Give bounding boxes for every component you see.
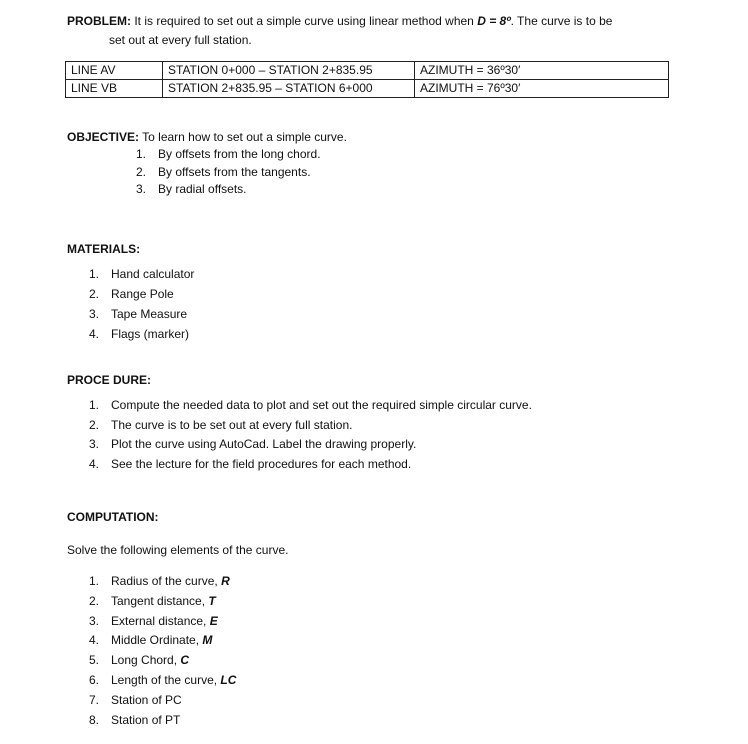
item-number: 3. — [136, 182, 147, 196]
list-item — [89, 398, 532, 418]
item-text: The curve is to be set out at every full station. — [111, 417, 353, 432]
item-number: 2. — [89, 417, 100, 432]
item-text: Plot the curve using AutoCad. Label the drawing properly. — [111, 437, 417, 451]
item-number: 3. — [89, 307, 100, 321]
item-number: 4. — [89, 327, 100, 341]
line-name: LINE AV — [66, 62, 163, 80]
item-number: 2. — [136, 164, 147, 179]
item-number: 1. — [89, 574, 100, 588]
list-item — [136, 147, 321, 165]
item-text: By offsets from the tangents. — [158, 164, 311, 179]
objective-label: OBJECTIVE: — [67, 130, 140, 144]
list-item — [89, 673, 236, 693]
item-text: Compute the needed data to plot and set out the required simple circular curve. — [111, 398, 532, 412]
list-item — [89, 653, 236, 673]
list-item — [89, 574, 236, 594]
materials-heading: MATERIALS: — [67, 242, 141, 256]
list-item — [89, 418, 532, 438]
list-item — [89, 457, 532, 477]
item-text: Long Chord, — [111, 653, 178, 668]
list-item — [89, 437, 532, 457]
problem-label: PROBLEM: — [67, 14, 131, 28]
computation-list — [89, 574, 236, 732]
item-number: 7. — [89, 692, 100, 707]
item-number: 1. — [136, 147, 147, 161]
problem-text-after: . The curve is to be — [510, 14, 613, 28]
line-name: LINE VB — [66, 80, 163, 98]
list-item — [89, 633, 236, 653]
item-text: Length of the curve, — [111, 672, 218, 687]
item-number: 2. — [89, 593, 100, 608]
list-item — [89, 327, 194, 347]
computation-intro: Solve the following elements of the curve. — [67, 543, 289, 557]
materials-list — [89, 267, 194, 347]
list-item — [89, 307, 194, 327]
item-number: 1. — [89, 398, 100, 412]
objective-text: To learn how to set out a simple curve. — [142, 130, 347, 144]
table-row — [66, 80, 669, 98]
objective — [67, 130, 347, 144]
list-item — [89, 614, 236, 634]
item-text: Tangent distance, — [111, 593, 206, 608]
problem-d-value: D = 8º — [477, 14, 511, 28]
procedure-list — [89, 398, 532, 476]
item-number: 1. — [89, 267, 100, 281]
computation-heading: COMPUTATION: — [67, 510, 159, 524]
item-text: Station of PT — [111, 712, 181, 727]
item-text: See the lecture for the field procedures for each method. — [111, 456, 412, 471]
list-item — [89, 287, 194, 307]
list-item — [136, 165, 321, 183]
problem-text: It is required to set out a simple curve using linear method when — [134, 14, 474, 28]
list-item — [136, 182, 321, 200]
line-azimuth: AZIMUTH = 36º30′ — [415, 62, 669, 80]
item-text: Flags (marker) — [111, 327, 190, 341]
item-number: 6. — [89, 672, 100, 687]
objective-list — [136, 147, 321, 200]
line-azimuth: AZIMUTH = 76º30′ — [415, 80, 669, 98]
lines-table — [65, 61, 669, 98]
item-symbol: T — [208, 593, 216, 608]
list-item — [89, 693, 236, 713]
item-number: 5. — [89, 653, 100, 668]
list-item — [89, 267, 194, 287]
item-text: External distance, — [111, 613, 207, 628]
list-item — [89, 594, 236, 614]
item-text: Range Pole — [111, 287, 174, 301]
item-number: 3. — [89, 613, 100, 628]
procedure-heading: PROCE DURE: — [67, 373, 152, 387]
item-text: Hand calculator — [111, 267, 195, 281]
list-item — [89, 713, 236, 733]
table-row — [66, 62, 669, 80]
item-text: By radial offsets. — [158, 182, 247, 196]
item-symbol: E — [209, 613, 218, 628]
problem-statement — [67, 14, 667, 48]
item-symbol: LC — [220, 672, 237, 687]
item-symbol: M — [202, 633, 213, 648]
item-text: By offsets from the long chord. — [158, 147, 321, 161]
item-number: 3. — [89, 437, 100, 451]
item-symbol: C — [180, 653, 190, 668]
item-text: Tape Measure — [111, 307, 188, 321]
item-symbol: R — [221, 574, 230, 588]
problem-text-line2: set out at every full station. — [109, 33, 252, 48]
item-number: 4. — [89, 633, 100, 648]
item-number: 4. — [89, 456, 100, 471]
item-text: Station of PC — [111, 692, 182, 707]
item-text: Radius of the curve, — [111, 574, 218, 588]
item-text: Middle Ordinate, — [111, 633, 200, 648]
line-stations: STATION 2+835.95 – STATION 6+000 — [163, 80, 415, 98]
line-stations: STATION 0+000 – STATION 2+835.95 — [163, 62, 415, 80]
item-number: 8. — [89, 712, 100, 727]
item-number: 2. — [89, 287, 100, 301]
